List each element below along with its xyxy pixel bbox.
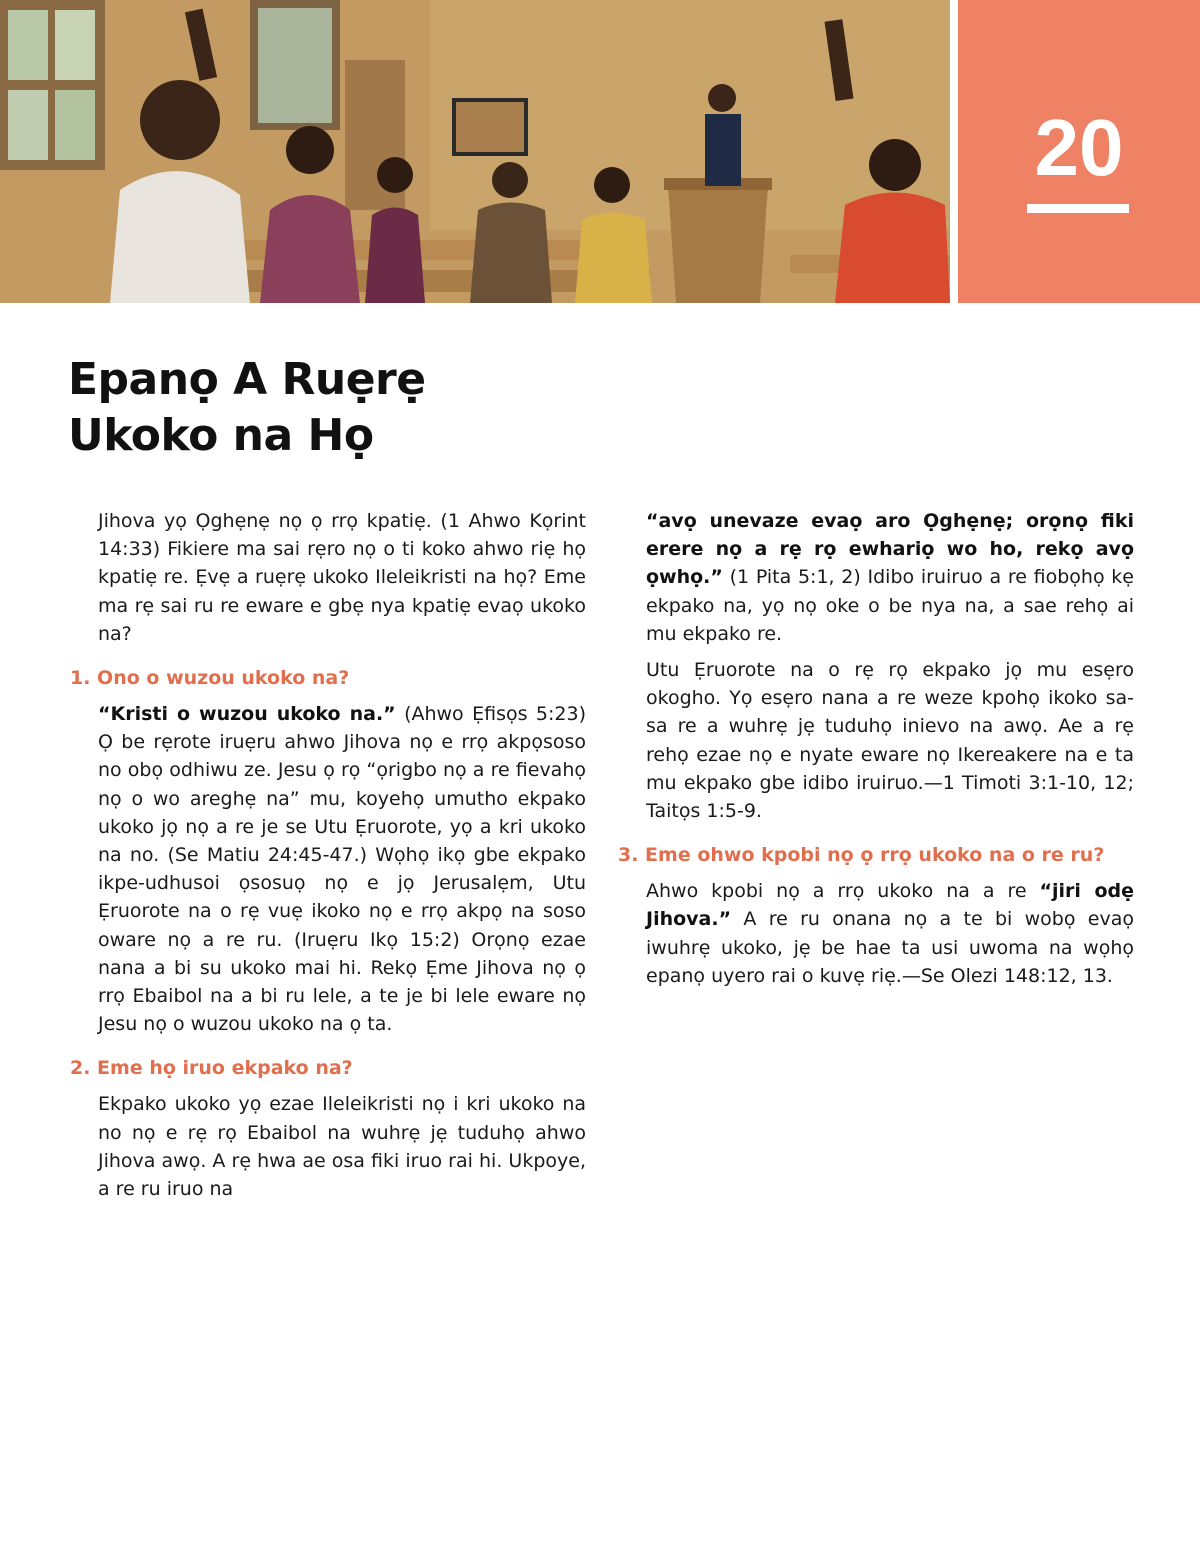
congregation-meeting-photo: [0, 0, 950, 303]
answer-3-bold-quote: “jiri odẹ Jihova.”: [646, 880, 1134, 931]
lesson-title-line2: Ukoko na Họ: [68, 410, 374, 461]
right-column: [618, 507, 1134, 998]
photo-illustration: [0, 0, 950, 303]
question-3-heading: 3. Eme ohwo kpobi nọ ọ rrọ ukoko na o re ru?: [618, 844, 1105, 867]
answer-2-paragraph-2: Utu Ẹruorote na o rẹ rọ ekpako jọ mu esẹro okogho. Yọ esẹro nana a re weze kpohọ ikoko sa-sa re a wuhrẹ jẹ tuduhọ inievo na awọ. Ae a rẹ rehọ ezae nọ e nyate eware nọ Ikereakere na e ta mu ekpako gbe idibo iruiruo.—1 Timoti 3:1-10, 12; Taitọs 1:5-9.: [646, 659, 1134, 823]
answer-3-text-continued: A re ru onana nọ a te bi wobọ evaọ iwuhrẹ ukoko, jẹ be hae ta usi uwoma na wọhọ epanọ uyero rai o kuvẹ riẹ.—Se Olezi 148:12, 13.: [646, 908, 1134, 987]
lesson-number: 20: [1034, 103, 1124, 192]
lesson-title: [68, 352, 868, 464]
lesson-title-line1: Epanọ A Ruẹrẹ: [68, 354, 426, 405]
answer-2-paragraph-part2: [646, 507, 1134, 648]
answer-2-text-continued: (1 Pita 5:1, 2) Idibo iruiruo a re fiobọhọ kẹ ekpako na, yọ nọ oke o be nya na, a sae rehọ ai mu ekpako re.: [646, 566, 1134, 645]
lesson-header: [0, 0, 1200, 303]
lesson-number-box: [958, 0, 1200, 303]
answer-2-text: Ekpako ukoko yọ ezae Ileleikristi nọ i kri ukoko na no nọ e rẹ rọ Ebaibol na wuhrẹ jẹ tuduhọ ahwo Jihova awọ. A rẹ hwa ae osa fiki iruo rai hi. Ukpoye, a re ru iruo na: [98, 1093, 586, 1201]
answer-2-bold-quote: “avọ unevaze evaọ aro Ọghẹnẹ; orọnọ fiki erere nọ a rẹ rọ ewhariọ wo ho, rekọ avọ ọwhọ.”: [646, 510, 1134, 589]
left-column: [70, 507, 586, 1211]
answer-3-paragraph: [646, 877, 1134, 990]
answer-2-paragraph-part1: [98, 1090, 586, 1203]
answer-1-paragraph: [98, 700, 586, 1038]
question-1-heading: 1. Ono o wuzou ukoko na?: [70, 667, 350, 690]
lesson-number-underline: [1027, 204, 1129, 213]
answer-1-bold-quote: “Kristi o wuzou ukoko na.”: [98, 703, 396, 726]
question-2-heading: 2. Eme họ iruo ekpako na?: [70, 1057, 353, 1080]
answer-1-text: (Ahwo Ẹfisọs 5:23) Ọ be rẹrote iruẹru ahwo Jihova nọ e rrọ akpọsoso no obọ odhiwu ze. Jesu ọ rọ “ọrigbo nọ a re fievahọ nọ o wo areghẹ na” mu, koyehọ umutho ekpako ukoko jọ nọ a re je se Utu Ẹruorote, yọ a kri ukoko na no. (Se Matiu 24:45-47.) Wọhọ ikọ gbe ekpako ikpe-udhusoi ọsosuọ nọ e jọ Jerusalẹm, Utu Ẹruorote na o rẹ vuẹ ikoko nọ e rrọ akpọ na soso oware nọ a re ru. (Iruẹru Ikọ 15:2) Orọnọ ezae nana a bi su ukoko mai hi. Rekọ Ẹme Jihova nọ ọ rrọ Ebaibol na a bi ru lele, a te je bi lele eware nọ Jesu nọ o wuzou ukoko na ọ ta.: [98, 703, 586, 1036]
answer-3-text: Ahwo kpobi nọ a rrọ ukoko na a re: [646, 880, 1040, 903]
intro-paragraph: Jihova yọ Ọghẹnẹ nọ ọ rrọ kpatiẹ. (1 Ahwo Kọrint 14:33) Fikiere ma sai rẹro nọ o ti koko ahwo riẹ họ kpatiẹ re. Ẹvẹ a ruẹrẹ ukoko Ileleikristi na họ? Eme ma rẹ sai ru re eware e gbẹ nya kpatiẹ evaọ ukoko na?: [98, 510, 586, 645]
